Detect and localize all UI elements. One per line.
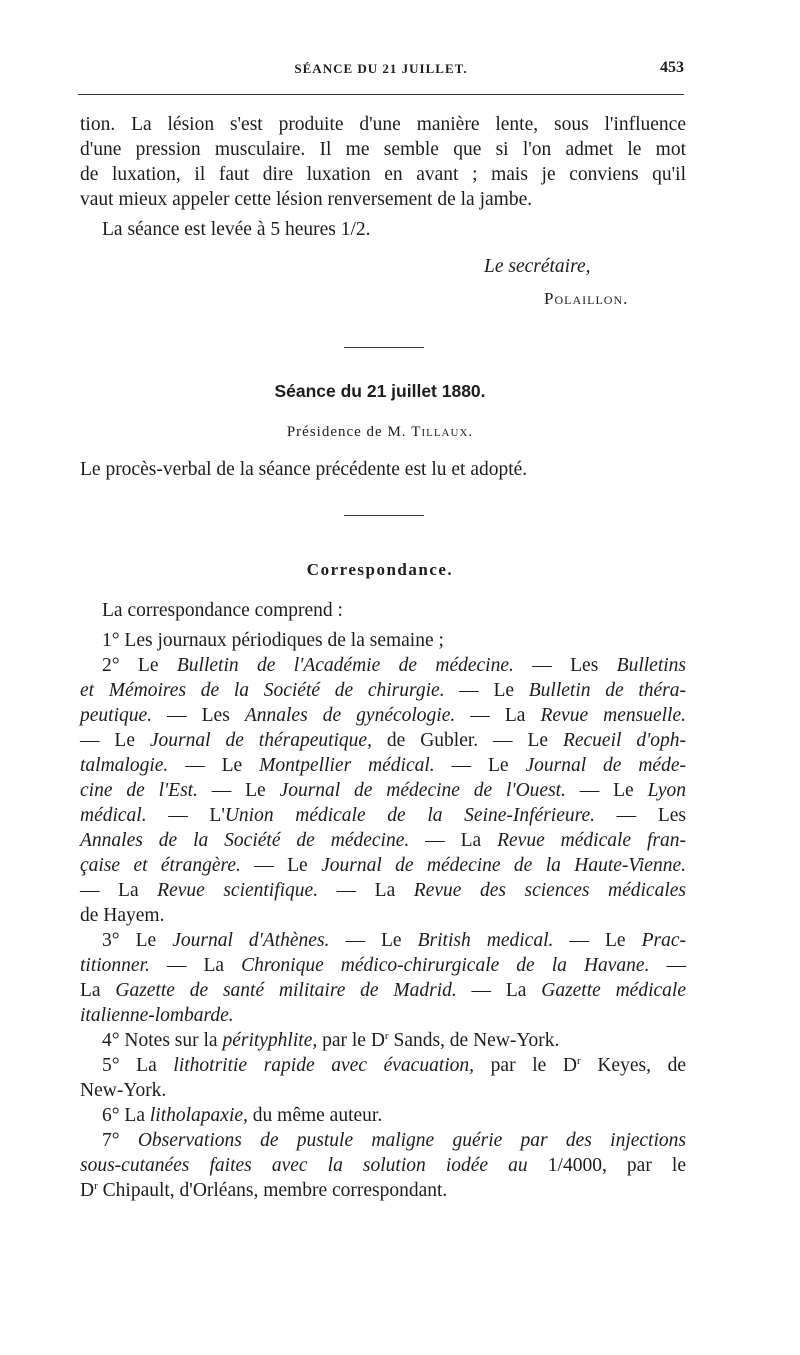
text-line: d'une pression musculaire. Il me semble que si l'on admet le mot — [80, 139, 686, 160]
text-line: de luxation, il faut dire luxation en avant ; mais je conviens qu'il — [80, 164, 686, 185]
list-item-2-line: Annales de la Société de médecine. — La Revue médicale fran- — [80, 830, 686, 851]
page-number: 453 — [660, 59, 684, 76]
list-item-2-line: talmalogie. — Le Montpellier médical. — Le Journal de méde- — [80, 755, 686, 776]
list-item-4: 4° Notes sur la pérityphlite, par le $D^r$ Sands, de New-York. — [102, 1030, 560, 1051]
list-item-2-line: médical. — L'Union médicale de la Seine-Inférieure. — Les — [80, 805, 686, 826]
header-rule — [78, 94, 684, 95]
list-item-5-line: New-York. — [80, 1080, 167, 1101]
list-item-1: 1° Les journaux périodiques de la semaine ; — [102, 630, 444, 651]
list-item-2-line: 2° Le Bulletin de l'Académie de médecine. — Les Bulletins — [102, 655, 686, 676]
list-item-7-line: 7° Observations de pustule maligne guérie par des injections — [102, 1130, 686, 1151]
running-head — [78, 61, 684, 83]
list-item-3-line: titionner. — La Chronique médico-chirurgicale de la Havane. — — [80, 955, 687, 976]
presidence-prefix: Présidence de M. — [286, 424, 407, 440]
text-line: tion. La lésion s'est produite d'une manière lente, sous l'influence — [80, 114, 686, 135]
president-name: Tillaux. — [411, 424, 474, 440]
correspondance-intro: La correspondance comprend : — [102, 600, 343, 621]
list-item-7-line: sous-cutanées faites avec la solution iodée au 1/4000, par le — [80, 1155, 686, 1176]
seance-title: Séance du 21 juillet 1880. — [274, 381, 486, 401]
list-item-3-line: La Gazette de santé militaire de Madrid. — La Gazette médicale — [80, 980, 686, 1001]
presidence-line — [0, 424, 760, 441]
text-line: vaut mieux appeler cette lésion renversement de la jambe. — [80, 189, 533, 210]
running-head-title: SÉANCE DU 21 JUILLET. — [294, 61, 468, 76]
list-item-2-line: de Hayem. — [80, 905, 165, 926]
closing-paragraph — [80, 112, 686, 242]
secretary-role: Le secrétaire, — [484, 256, 591, 277]
proces-verbal: Le procès-verbal de la séance précédente est lu et adopté. — [80, 459, 528, 480]
list-item-6: 6° La litholapaxie, du même auteur. — [102, 1105, 383, 1126]
section-divider — [344, 347, 424, 348]
section-divider — [344, 515, 424, 516]
list-item-3-line: 3° Le Journal d'Athènes. — Le British medical. — Le Prac- — [102, 930, 686, 951]
list-item-3-line: italienne-lombarde. — [80, 1005, 234, 1026]
list-item-2-line: et Mémoires de la Société de chirurgie. — Le Bulletin de théra- — [80, 680, 686, 701]
list-item-2-line: — Le Journal de thérapeutique, de Gubler. — Le Recueil d'oph- — [80, 730, 686, 751]
list-item-2-line: çaise et étrangère. — Le Journal de médecine de la Haute-Vienne. — [80, 855, 686, 876]
secretary-name: Polaillon. — [544, 289, 629, 308]
list-item-2-line: peutique. — Les Annales de gynécologie. — La Revue mensuelle. — [80, 705, 686, 726]
correspondance-list — [80, 598, 686, 1203]
list-item-7-line: $D^r$ Chipault, d'Orléans, membre correspondant. — [80, 1180, 448, 1201]
list-item-5-line: 5° La lithotritie rapide avec évacuation, par le $D^r$ Keyes, de — [102, 1055, 686, 1076]
list-item-2-line: — La Revue scientifique. — La Revue des sciences médicales — [80, 880, 686, 901]
adjournment-line: La séance est levée à 5 heures 1/2. — [102, 219, 371, 240]
correspondance-title: Correspondance. — [306, 560, 454, 579]
list-item-2-line: cine de l'Est. — Le Journal de médecine de l'Ouest. — Le Lyon — [80, 780, 686, 801]
